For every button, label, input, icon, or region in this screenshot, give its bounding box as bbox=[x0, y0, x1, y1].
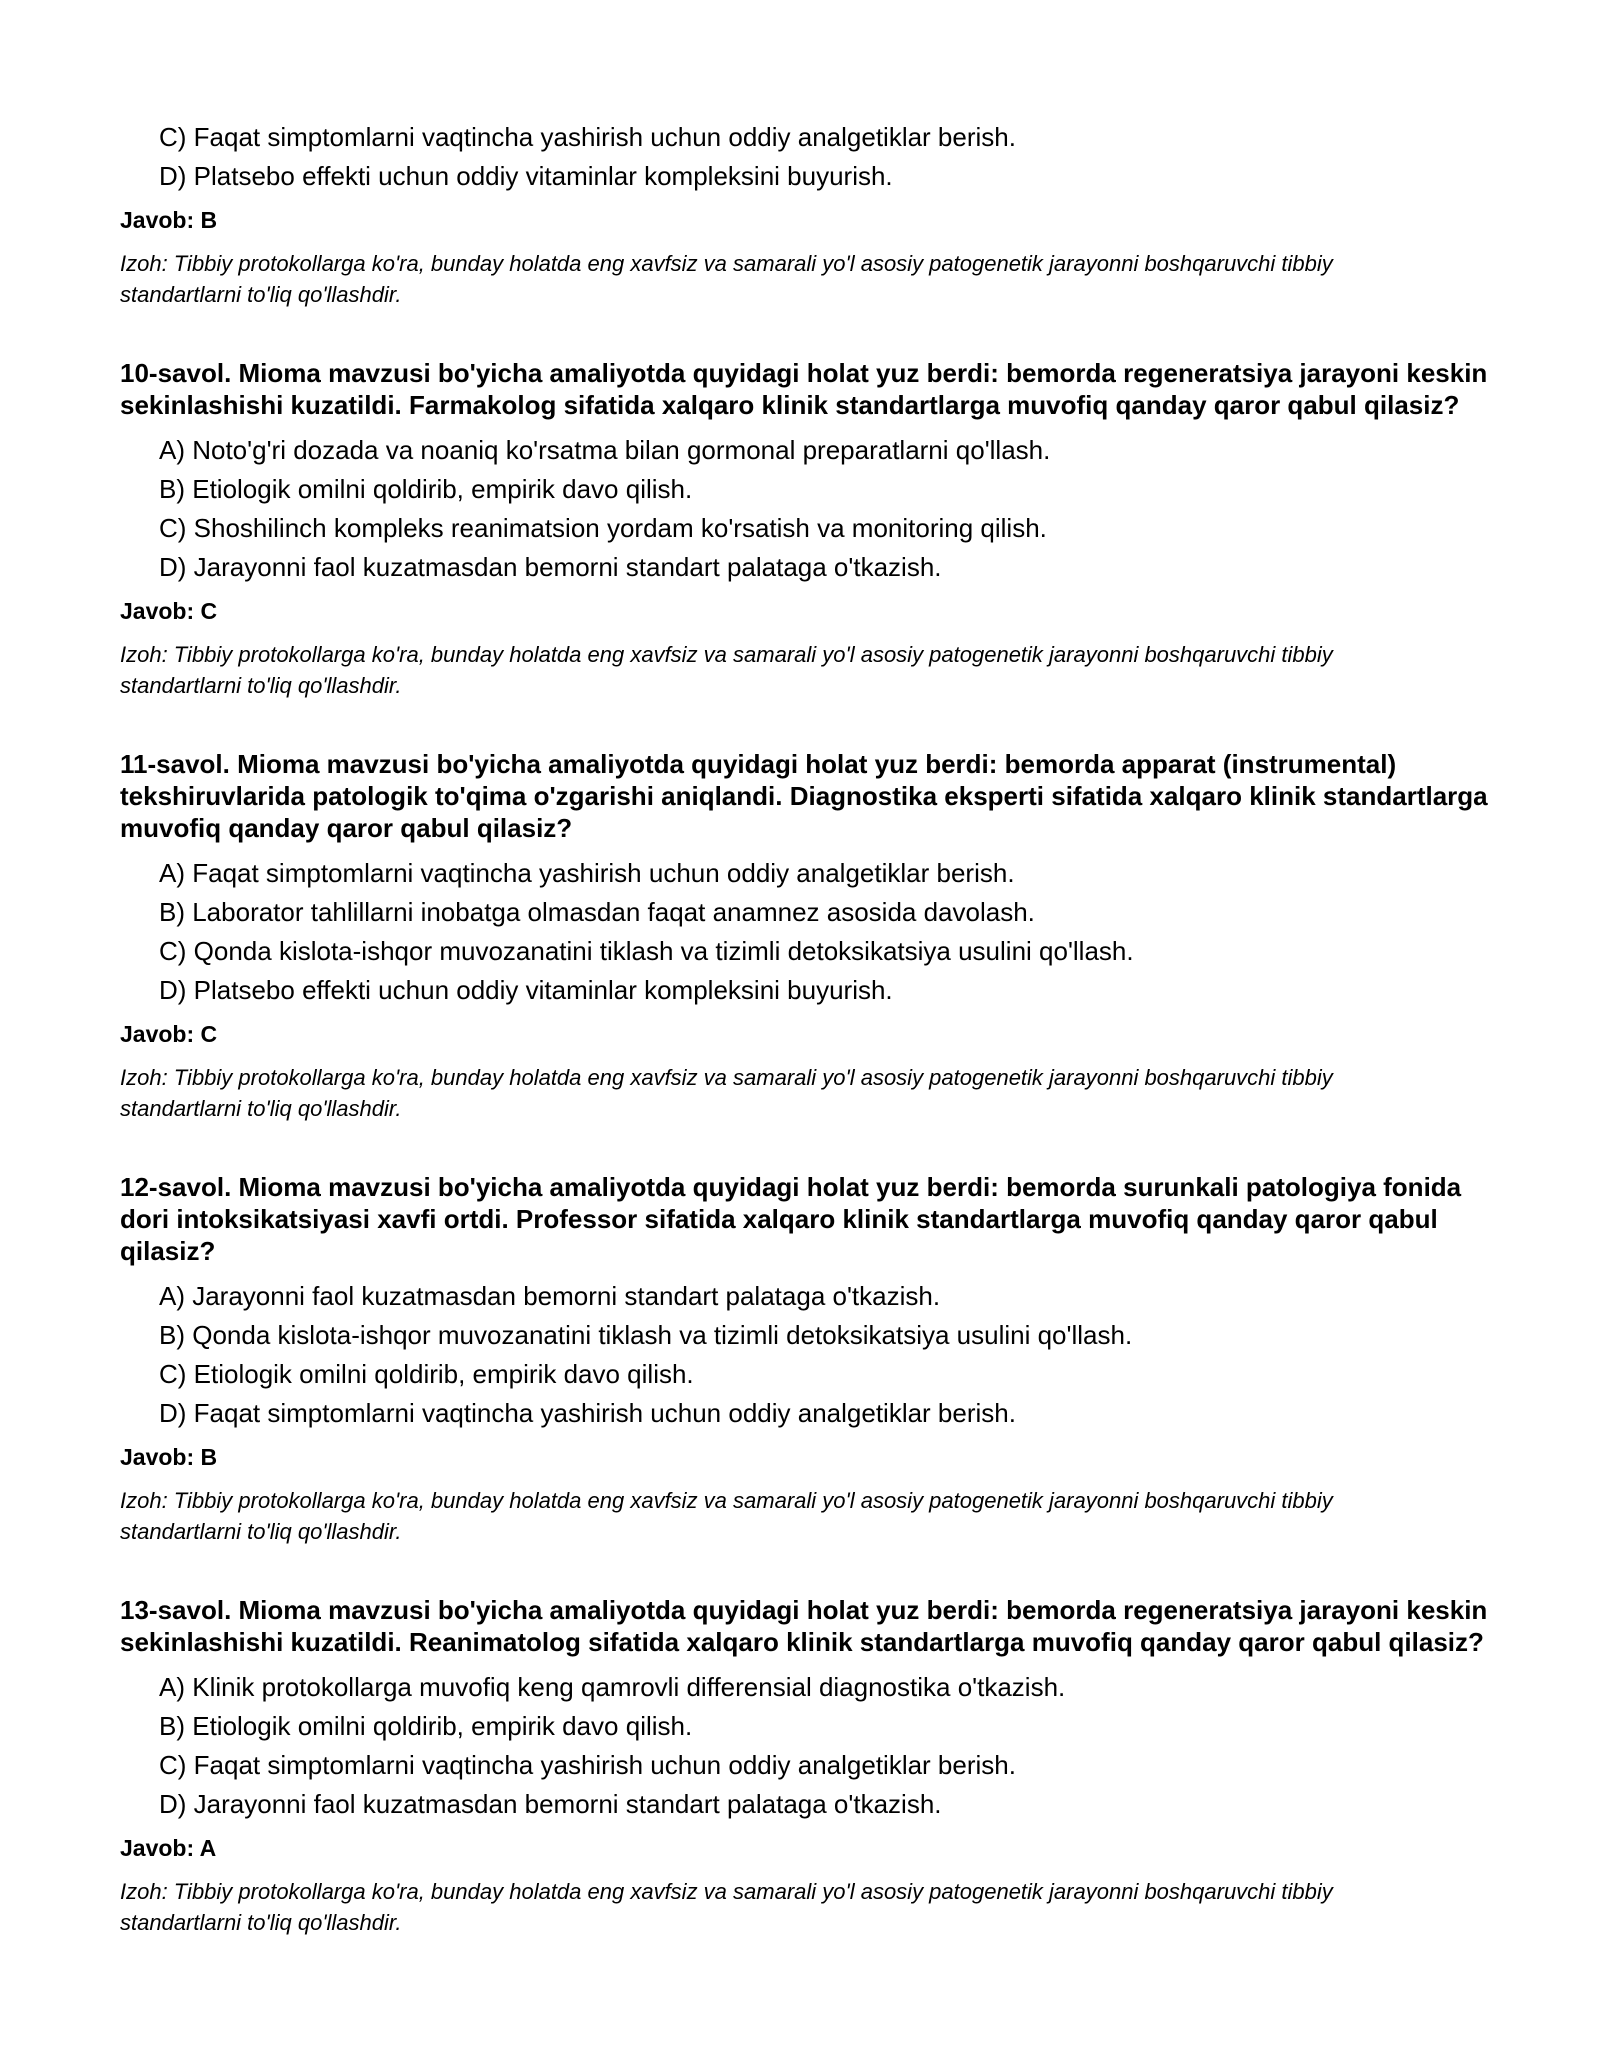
option-d: D) Faqat simptomlarni vaqtincha yashirish uchun oddiy analgetiklar berish. bbox=[159, 1398, 1016, 1428]
question-title: 13-savol. Mioma mavzusi bo'yicha amaliyotda quyidagi holat yuz berdi: bemorda regeneratsiya jarayoni keskin sekinlashishi kuzatildi. Reanimatolog sifatida xalqaro klinik standartlarga muvofiq qanday qaror qabul qilasiz? bbox=[120, 1595, 1488, 1657]
option-b: B) Etiologik omilni qoldirib, empirik davo qilish. bbox=[159, 474, 693, 504]
option-d: D) Platsebo effekti uchun oddiy vitaminlar kompleksini buyurish. bbox=[159, 975, 893, 1005]
explanation-note: Izoh: Tibbiy protokollarga ko'ra, bunday holatda eng xavfsiz va samarali yo'l asosiy patogenetik jarayonni boshqaruvchi tibbiy standartlarni to'liq qo'llashdir. bbox=[120, 1488, 1333, 1544]
answer-label: Javob: C bbox=[120, 598, 218, 624]
option-a: A) Klinik protokollarga muvofiq keng qamrovli differensial diagnostika o'tkazish. bbox=[159, 1672, 1066, 1702]
answer-label: Javob: B bbox=[120, 1444, 218, 1470]
question-title: 11-savol. Mioma mavzusi bo'yicha amaliyotda quyidagi holat yuz berdi: bemorda apparat (instrumental) tekshiruvlarida patologik to'qima o'zgarishi aniqlandi. Diagnostika eksperti sifatida xalqaro klinik standartlarga muvofiq qanday qaror qabul qilasiz? bbox=[120, 749, 1488, 843]
option-c: C) Etiologik omilni qoldirib, empirik davo qilish. bbox=[159, 1359, 694, 1389]
option-a: A) Faqat simptomlarni vaqtincha yashirish uchun oddiy analgetiklar berish. bbox=[159, 858, 1015, 888]
answer-label: Javob: B bbox=[120, 207, 218, 233]
option-c: C) Shoshilinch kompleks reanimatsion yordam ko'rsatish va monitoring qilish. bbox=[159, 513, 1047, 543]
option-d: D) Jarayonni faol kuzatmasdan bemorni standart palataga o'tkazish. bbox=[159, 1789, 942, 1819]
option-c: C) Faqat simptomlarni vaqtincha yashirish uchun oddiy analgetiklar berish. bbox=[159, 1750, 1016, 1780]
option-a: A) Jarayonni faol kuzatmasdan bemorni standart palataga o'tkazish. bbox=[159, 1281, 941, 1311]
option-d: D) Jarayonni faol kuzatmasdan bemorni standart palataga o'tkazish. bbox=[159, 552, 942, 582]
answer-label: Javob: C bbox=[120, 1021, 218, 1047]
question-title: 12-savol. Mioma mavzusi bo'yicha amaliyotda quyidagi holat yuz berdi: bemorda surunkali patologiya fonida dori intoksikatsiyasi xavfi ortdi. Professor sifatida xalqaro klinik standartlarga muvofiq qanday qaror qabul qilasiz? bbox=[120, 1172, 1462, 1266]
question-10 bbox=[120, 357, 1490, 701]
option-d: D) Platsebo effekti uchun oddiy vitaminlar kompleksini buyurish. bbox=[159, 161, 893, 191]
lead-question-tail bbox=[120, 118, 1490, 310]
question-12 bbox=[120, 1171, 1490, 1547]
explanation-note: Izoh: Tibbiy protokollarga ko'ra, bunday holatda eng xavfsiz va samarali yo'l asosiy patogenetik jarayonni boshqaruvchi tibbiy standartlarni to'liq qo'llashdir. bbox=[120, 1065, 1333, 1121]
explanation-note: Izoh: Tibbiy protokollarga ko'ra, bunday holatda eng xavfsiz va samarali yo'l asosiy patogenetik jarayonni boshqaruvchi tibbiy standartlarni to'liq qo'llashdir. bbox=[120, 642, 1333, 698]
question-title: 10-savol. Mioma mavzusi bo'yicha amaliyotda quyidagi holat yuz berdi: bemorda regeneratsiya jarayoni keskin sekinlashishi kuzatildi. Farmakolog sifatida xalqaro klinik standartlarga muvofiq qanday qaror qabul qilasiz? bbox=[120, 358, 1488, 420]
option-c: C) Qonda kislota-ishqor muvozanatini tiklash va tizimli detoksikatsiya usulini qo'llash. bbox=[159, 936, 1134, 966]
option-b: B) Etiologik omilni qoldirib, empirik davo qilish. bbox=[159, 1711, 693, 1741]
question-13 bbox=[120, 1594, 1490, 1938]
explanation-note: Izoh: Tibbiy protokollarga ko'ra, bunday holatda eng xavfsiz va samarali yo'l asosiy patogenetik jarayonni boshqaruvchi tibbiy standartlarni to'liq qo'llashdir. bbox=[120, 1879, 1333, 1935]
option-a: A) Noto'g'ri dozada va noaniq ko'rsatma bilan gormonal preparatlarni qo'llash. bbox=[159, 435, 1051, 465]
option-c: C) Faqat simptomlarni vaqtincha yashirish uchun oddiy analgetiklar berish. bbox=[159, 122, 1016, 152]
option-b: B) Laborator tahlillarni inobatga olmasdan faqat anamnez asosida davolash. bbox=[159, 897, 1035, 927]
question-11 bbox=[120, 748, 1490, 1124]
option-b: B) Qonda kislota-ishqor muvozanatini tiklash va tizimli detoksikatsiya usulini qo'llash. bbox=[159, 1320, 1133, 1350]
explanation-note: Izoh: Tibbiy protokollarga ko'ra, bunday holatda eng xavfsiz va samarali yo'l asosiy patogenetik jarayonni boshqaruvchi tibbiy standartlarni to'liq qo'llashdir. bbox=[120, 251, 1333, 307]
answer-label: Javob: A bbox=[120, 1835, 217, 1861]
